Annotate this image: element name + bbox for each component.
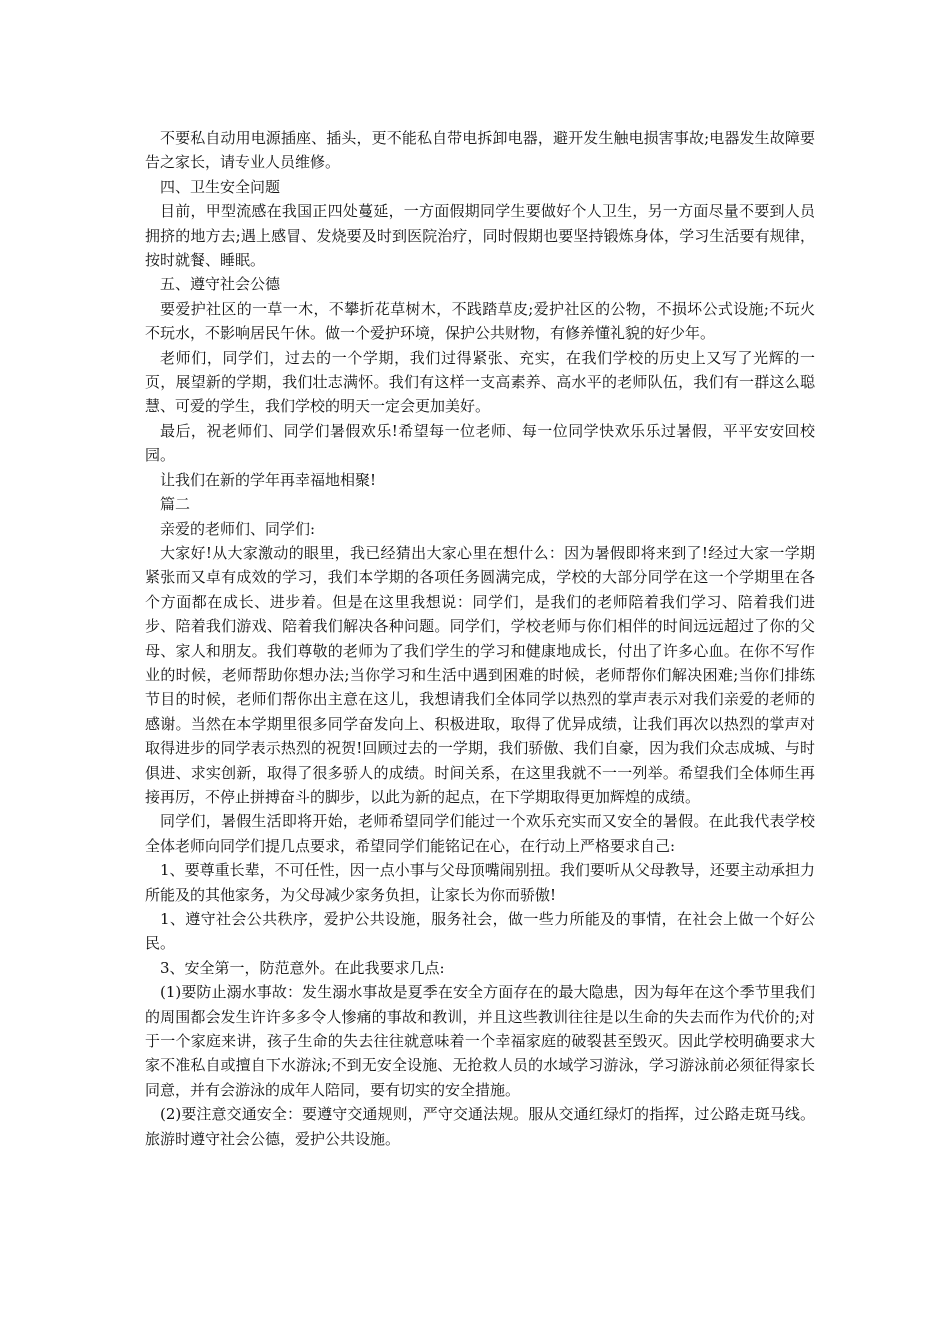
paragraph-reunion: 让我们在新的学年再幸福地相聚!: [160, 470, 377, 489]
paragraph-semester-review: 老师们，同学们，过去的一个学期，我们过得紧张、充实，在我们学校的历史上又写了光辉的一页，展望新的学期，我们壮志满怀。我们有这样一支高素养、高水平的老师队伍，我们有一群这么聪慧、可爱的学生，我们学校的明天一定会更加美好。: [145, 348, 815, 416]
sub-item-drowning-prevention: (1)要防止溺水事故：发生溺水事故是夏季在安全方面存在的最大隐患，因为每年在这个季节里我们的周围都会发生许许多多令人惨痛的事故和教训，并且这些教训往往是以生命的失去而作为代价的;对于一个家庭来讲，孩子生命的失去往往就意味着一个幸福家庭的破裂甚至毁灭。因此学校明确要求大家不准私自或擅自下水游泳;不到无安全设施、无抢救人员的水域学习游泳，学习游泳前必须征得家长同意，并有会游泳的成年人陪同，要有切实的安全措施。: [145, 983, 815, 1099]
list-item-public-order: 1、遵守社会公共秩序，爱护公共设施，服务社会，做一些力所能及的事情，在社会上做一个好公民。: [145, 910, 815, 953]
paragraph-flu-hygiene: 目前，甲型流感在我国正四处蔓延，一方面假期同学生要做好个人卫生，另一方面尽量不要到人员拥挤的地方去;遇上感冒、发烧要及时到医院治疗，同时假期也要坚持锻炼身体，学习生活要有规律，按时就餐、睡眠。: [145, 202, 815, 270]
sub-item-traffic-safety: (2)要注意交通安全：要遵守交通规则，严守交通法规。服从交通红绿灯的指挥，过公路走斑马线。旅游时遵守社会公德，爱护公共设施。: [145, 1105, 815, 1148]
document-body: [145, 126, 815, 1151]
paragraph-protect-community: 要爱护社区的一草一木，不攀折花草树木，不践踏草皮;爱护社区的公物，不损坏公式设施;不玩火不玩水，不影响居民午休。做一个爱护环境，保护公共财物，有修养懂礼貌的好少年。: [145, 299, 815, 343]
paragraph-greeting-thanks: 大家好!从大家激动的眼里，我已经猜出大家心里在想什么：因为暑假即将来到了!经过大家一学期紧张而又卓有成效的学习，我们本学期的各项任务圆满完成，学校的大部分同学在这一个学期里在各个方面都在成长、进步着。但是在这里我想说：同学们，是我们的老师陪着我们学习、陪着我们进步、陪着我们游戏、陪着我们解决各种问题。同学们，学校老师与你们相伴的时间远远超过了你的父母、家人和朋友。我们尊敬的老师为了我们学生的学习和健康地成长，付出了许多心血。在你不写作业的时候，老师帮助你想办法;当你学习和生活中遇到困难的时候，老师帮你们解决困难;当你们排练节目的时候，老师们帮你出主意在这儿，我想请我们全体同学以热烈的掌声表示对我们亲爱的老师的感谢。当然在本学期里很多同学奋发向上、积极进取，取得了优异成绩，让我们再次以热烈的掌声对取得进步的同学表示热烈的祝贺!回顾过去的一学期，我们骄傲、我们自豪，因为我们众志成城、与时俱进、求实创新，取得了很多骄人的成绩。时间关系，在这里我就不一一列举。希望我们全体师生再接再厉，不停止拼搏奋斗的脚步，以此为新的起点，在下学期取得更加辉煌的成绩。: [145, 543, 815, 806]
paragraph-electrical-safety: 不要私自动用电源插座、插头，更不能私自带电拆卸电器，避开发生触电损害事故;电器发生故障要告之家长，请专业人员维修。: [145, 129, 815, 172]
salutation: 亲爱的老师们、同学们:: [160, 519, 316, 538]
heading-hygiene-safety: 四、卫生安全问题: [160, 177, 281, 196]
list-item-respect-elders: 1、要尊重长辈，不可任性，因一点小事与父母顶嘴闹别扭。我们要听从父母教导，还要主动承担力所能及的其他家务，为父母减少家务负担，让家长为你而骄傲!: [145, 861, 815, 904]
heading-social-morality: 五、遵守社会公德: [160, 275, 281, 294]
paragraph-summer-wishes: 最后，祝老师们、同学们暑假欢乐!希望每一位老师、每一位同学快欢乐乐过暑假，平平安安回校园。: [145, 421, 815, 465]
paragraph-summer-requirements: 同学们，暑假生活即将开始，老师希望同学们能过一个欢乐充实而又安全的暑假。在此我代表学校全体老师向同学们提几点要求，希望同学们能铭记在心，在行动上严格要求自己:: [145, 812, 815, 855]
list-item-safety-first: 3、安全第一，防范意外。在此我要求几点:: [160, 958, 445, 977]
section-title-part-two: 篇二: [160, 495, 191, 514]
